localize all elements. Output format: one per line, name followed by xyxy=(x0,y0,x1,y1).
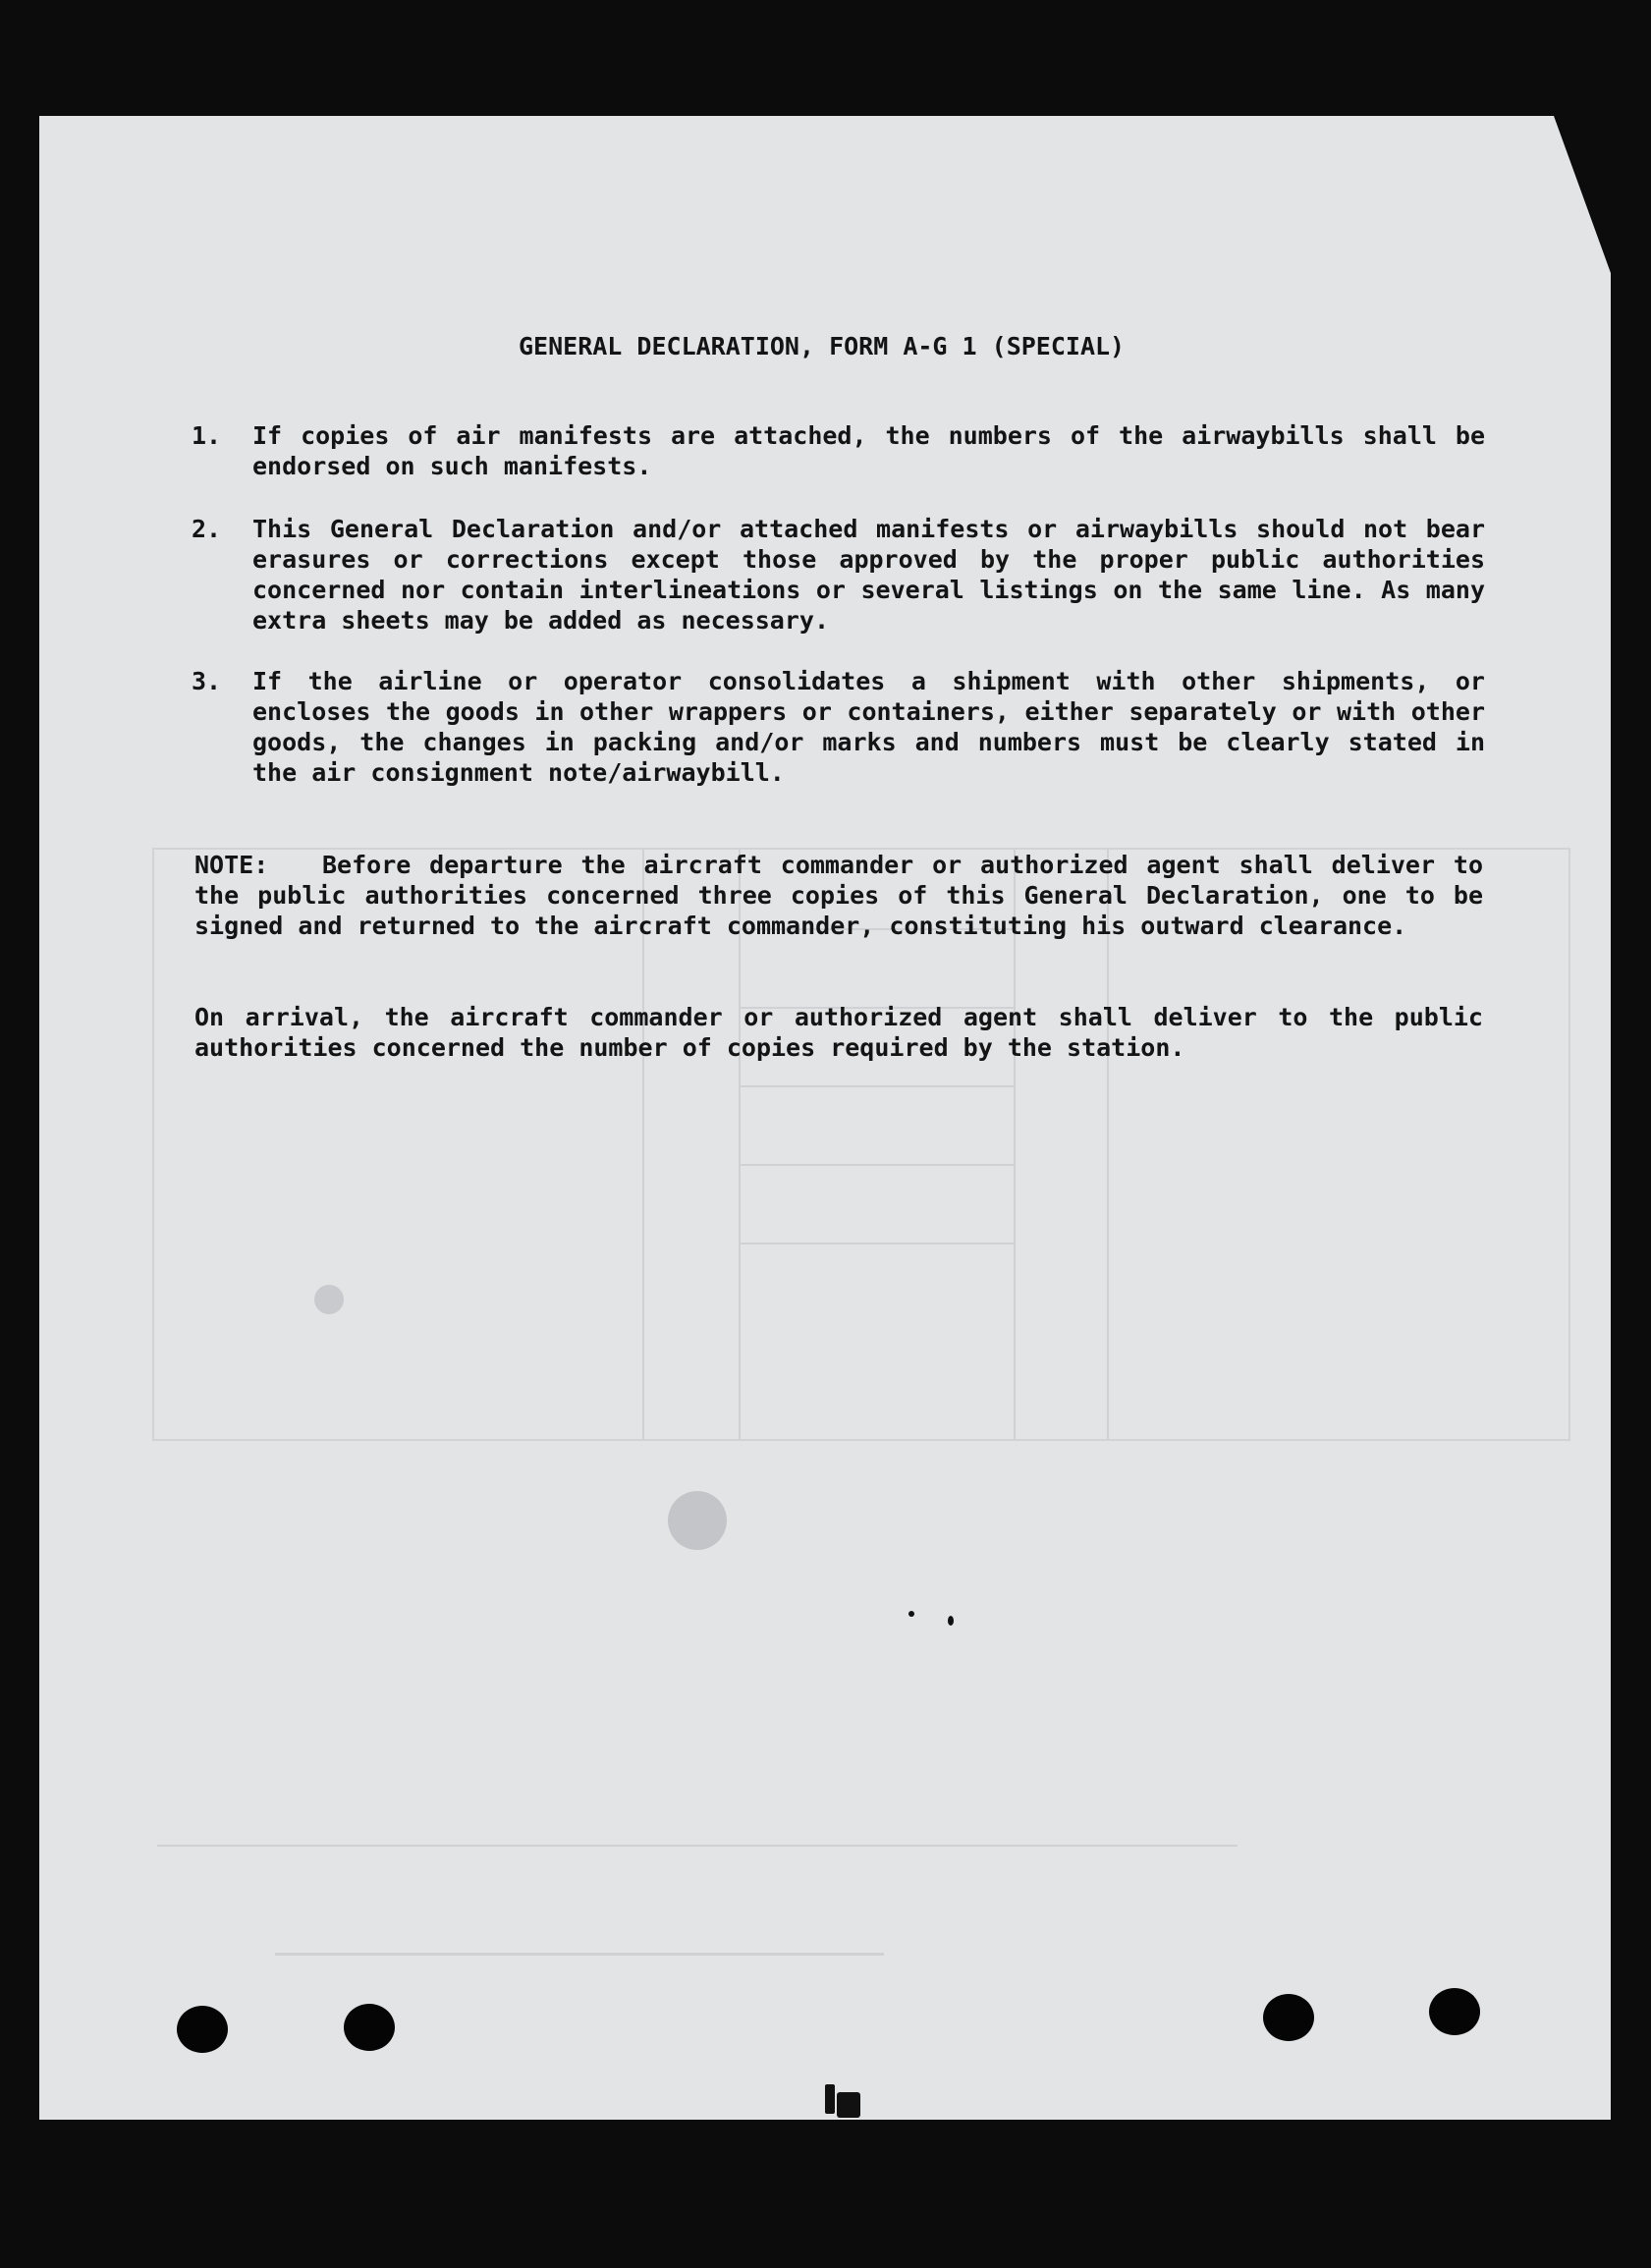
item-text: If the airline or operator consolidates a shipment with other shipments, or encloses the goods in other wrappers or containers, either separately or with other goods, the changes in packing and/or marks and numbers must be clearly stated in the air consignment note/airwaybill. xyxy=(252,667,1485,787)
arrival-paragraph: On arrival, the aircraft commander or authorized agent shall deliver to the public authorities concerned the number of copies required by the station. xyxy=(194,1003,1483,1062)
item-text: If copies of air manifests are attached, the numbers of the airwaybills shall be endorsed on such manifests. xyxy=(252,421,1485,480)
punch-hole xyxy=(1263,1994,1314,2041)
scan-artifact xyxy=(908,1611,914,1617)
item-number: 2. xyxy=(192,515,222,543)
note-label: NOTE: xyxy=(194,851,269,879)
document-title: GENERAL DECLARATION, FORM A-G 1 (SPECIAL) xyxy=(519,332,1126,360)
scan-artifact xyxy=(837,2092,860,2118)
item-number: 3. xyxy=(192,667,222,695)
scan-artifact xyxy=(825,2084,835,2114)
punch-hole xyxy=(344,2004,395,2051)
note-paragraph xyxy=(194,850,1483,941)
scan-artifact xyxy=(948,1616,954,1626)
note-text: Before departure the aircraft commander or authorized agent shall deliver to the public authorities concerned three copies of this General Declaration, one to be signed and returned to the aircraft commander, constituting his outward clearance. xyxy=(194,851,1483,940)
item-number: 1. xyxy=(192,421,222,450)
punch-hole xyxy=(1429,1988,1480,2035)
punch-hole xyxy=(177,2006,228,2053)
item-text: This General Declaration and/or attached manifests or airwaybills should not bear erasures or corrections except those approved by the proper public authorities concerned nor contain interlineations or several listings on the same line. As many extra sheets may be added as necessary. xyxy=(252,515,1485,635)
